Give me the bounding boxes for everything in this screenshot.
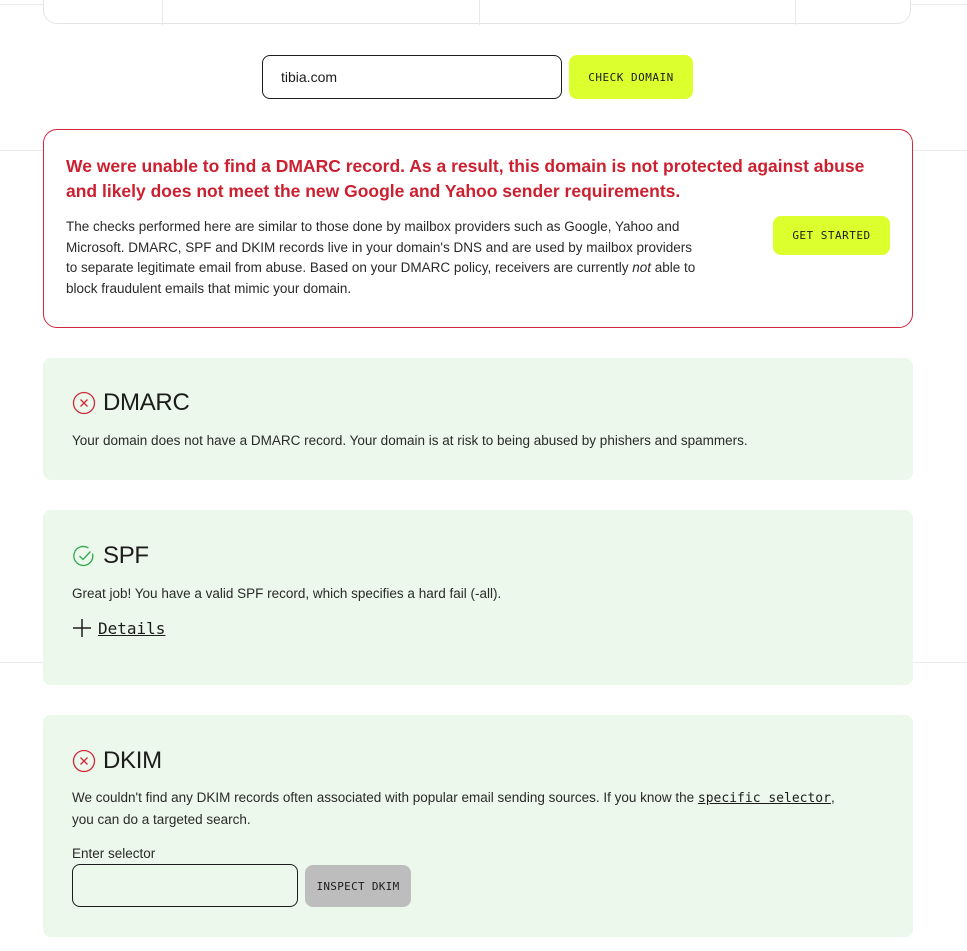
alert-description-part: The checks performed here are similar to those done by mailbox providers such as Google, Yahoo and Microsoft. DMARC, SPF and DKIM records live in your domain's DNS and are used by mailbox providers to separate legitimate email from abuse. Based on your DMARC policy, receivers are currently: [66, 219, 693, 275]
specific-selector-link[interactable]: specific selector: [697, 791, 831, 806]
previous-section-card: [43, 0, 911, 24]
dkim-text-part: We couldn't find any DKIM records often associated with popular email sending sources. If you know the: [72, 790, 698, 805]
selector-label: Enter selector: [72, 846, 156, 861]
details-label: Details: [98, 618, 166, 638]
dkim-check-card: [43, 715, 913, 937]
card-divider: [795, 0, 796, 25]
dkim-title: DKIM: [103, 747, 162, 774]
card-divider: [162, 0, 163, 25]
selector-input[interactable]: [72, 864, 298, 907]
check-circle-icon: [72, 544, 96, 568]
dmarc-warning-alert: [43, 129, 913, 328]
alert-description-part: able to block fraudulent emails that mimic your domain.: [66, 260, 696, 296]
dmarc-card-header: [72, 389, 190, 417]
dmarc-status-text: Your domain does not have a DMARC record. Your domain is at risk to being abused by phishers and spammers.: [72, 433, 748, 448]
dkim-text-part: ,: [830, 790, 835, 805]
card-divider: [479, 0, 480, 25]
alert-emphasis: not: [632, 260, 652, 275]
domain-input[interactable]: [262, 55, 562, 99]
inspect-dkim-button[interactable]: INSPECT DKIM: [305, 865, 411, 907]
dmarc-title: DMARC: [103, 389, 190, 416]
dkim-card-header: [72, 747, 162, 775]
get-started-button[interactable]: GET STARTED: [773, 216, 890, 255]
alert-title: We were unable to find a DMARC record. As a result, this domain is not protected against abuse and likely does not meet the new Google and Yahoo sender requirements.: [66, 156, 865, 201]
spf-status-text: Great job! You have a valid SPF record, which specifies a hard fail (-all).: [72, 586, 502, 601]
x-circle-icon: [72, 391, 96, 415]
dkim-text-part: you can do a targeted search.: [72, 812, 251, 827]
spf-details-toggle[interactable]: [72, 618, 165, 638]
dkim-status-text: [72, 787, 872, 830]
check-domain-button[interactable]: CHECK DOMAIN: [569, 55, 693, 99]
spf-title: SPF: [103, 542, 149, 569]
dmarc-check-card: [43, 358, 913, 480]
x-circle-icon: [72, 749, 96, 773]
spf-check-card: [43, 510, 913, 685]
alert-description: [66, 217, 706, 299]
spf-card-header: [72, 542, 149, 570]
plus-icon: [72, 618, 92, 638]
